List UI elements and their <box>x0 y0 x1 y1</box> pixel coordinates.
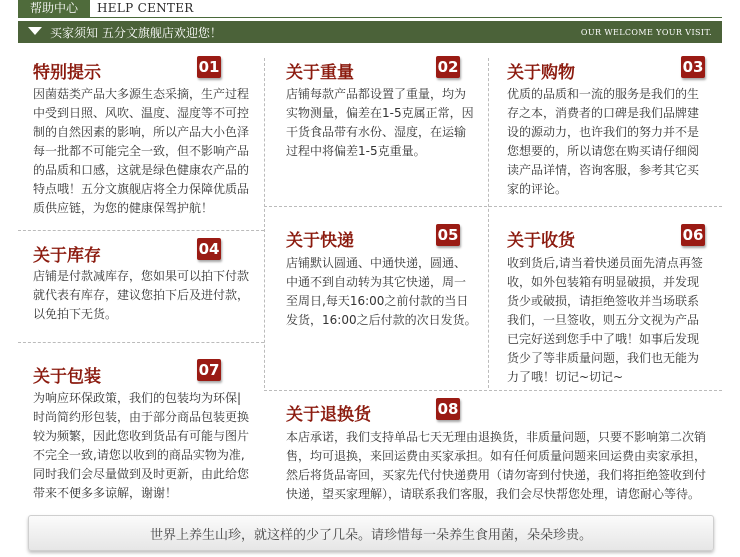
body-line: 优质的品质和一流的服务是我们的生 <box>507 87 700 101</box>
column-divider-1 <box>264 58 265 388</box>
body-line: 为响应环保政策，我们的包装均为环保| <box>33 391 242 405</box>
section-title: 关于快递 <box>286 231 354 251</box>
section-title: 关于包装 <box>33 367 101 387</box>
section-body <box>286 85 476 161</box>
section-number-badge: 08 <box>437 400 459 418</box>
section-body <box>286 254 481 330</box>
body-line: 时尚简约形包装，由于部分商品包装更换 <box>33 410 250 424</box>
body-line: 快递，望买家理解），请联系我们客服，我们会尽快帮您处理，请您耐心等待。 <box>286 487 701 501</box>
body-line: 制的自然因素的影响，所以产品大小色泽 <box>33 125 250 139</box>
column-divider-2 <box>488 58 489 388</box>
body-line: 质供应链，为您的健康保驾护航！ <box>33 201 214 215</box>
section-body <box>33 389 255 503</box>
body-line: 特点哦！五分文旗舰店将全力保障优质品 <box>33 182 250 196</box>
section-number-badge: 03 <box>682 58 704 76</box>
section-shopping <box>507 56 712 201</box>
body-line: 力了哦！切记~切记~ <box>507 370 624 384</box>
body-line: 您想要的，所以请您在购买请仔细阅 <box>507 144 700 158</box>
help-center-en-label: HELP CENTER <box>97 1 194 15</box>
body-line: 每一批都不可能完全一致，但不影响产品 <box>33 144 250 158</box>
body-line: 过程中将偏差1-5克重量。 <box>286 144 426 158</box>
body-line: 店铺每款产品都设置了重量，均为 <box>286 87 467 101</box>
footer-banner <box>28 515 714 551</box>
body-line: 干货食品带有水份、湿度，在运输 <box>286 125 467 139</box>
body-line: 货少或破损，请拒绝签收并当场联系 <box>507 294 700 308</box>
body-line: 的品质和口感，这就是绿色健康农产品的 <box>33 163 250 177</box>
body-line: 货少了等非质量问题，我们也无能为 <box>507 351 700 365</box>
body-line: 家的评论。 <box>507 182 568 196</box>
section-title: 关于收货 <box>507 231 575 251</box>
body-line: 已完好送到您手中了哦！如事后发现 <box>507 332 700 346</box>
section-weight <box>286 56 476 196</box>
body-line: 同时我们会尽量做到及时更新，由此给您 <box>33 467 250 481</box>
section-packaging <box>33 359 255 509</box>
section-returns <box>286 398 716 508</box>
body-line: 本店承诺，我们支持单品七天无理由退换货，非质量问题，只要不影响第二次销 <box>286 430 707 444</box>
body-line: 我们，一旦签收，则五分文视为产品 <box>507 313 700 327</box>
section-title: 关于退换货 <box>286 405 371 425</box>
section-title: 特别提示 <box>33 63 101 83</box>
row-divider-a <box>18 230 264 231</box>
body-line: 设的源动力，也许我们的努力并不是 <box>507 125 700 139</box>
body-line: 不完全一致,请您以收到的商品实物为准, <box>33 448 245 462</box>
row-divider-c <box>18 342 264 343</box>
section-number-badge: 01 <box>198 58 220 76</box>
section-title: 关于重量 <box>286 63 354 83</box>
section-body <box>507 85 712 199</box>
triangle-down-icon <box>28 27 42 35</box>
body-line: 读产品详情，咨询客服，参考其它买 <box>507 163 700 177</box>
help-center-header <box>18 0 722 18</box>
section-special-notice <box>33 56 253 226</box>
welcome-text: OUR WELCOME YOUR VISIT. <box>580 28 712 37</box>
footer-text: 世界上养生山珍，就这样的少了几朵。请珍惜每一朵养生食用菌，朵朵珍贵。 <box>149 528 592 543</box>
body-line: 存之本，消费者的口碑是我们品牌建 <box>507 106 700 120</box>
body-line: 至周日,每天16:00之前付款的当日 <box>286 294 469 308</box>
notice-text: 买家须知 五分文旗舰店欢迎您！ <box>50 26 222 40</box>
section-title: 关于库存 <box>33 246 101 266</box>
body-line: 因菌菇类产品大多源生态采摘，生产过程 <box>33 87 250 101</box>
notice-bar <box>18 21 722 43</box>
section-number-badge: 05 <box>437 226 459 244</box>
section-express <box>286 224 481 344</box>
section-body <box>33 85 253 218</box>
body-line: 较为频繁，因此您收到货品有可能与图片 <box>33 429 250 443</box>
body-line: 收到货后,请当着快递员面先清点再签 <box>507 256 703 270</box>
body-line: 店铺是付款减库存，您如果可以拍下付款 <box>33 269 250 283</box>
section-inventory <box>33 238 253 338</box>
section-body <box>33 267 253 324</box>
section-title: 关于购物 <box>507 63 575 83</box>
body-line: 售，均可退换，来回运费由买家承担。如有任何质量问题来回运费由卖家承担， <box>286 449 707 463</box>
body-line: 然后将货品寄回，买家先代付快递费用（请勿寄到付快递，我们将拒绝签收到付 <box>286 468 707 482</box>
section-body <box>507 254 712 387</box>
body-line: 中受到日照、风吹、温度、湿度等不可控 <box>33 106 250 120</box>
body-line: 就代表有库存，建议您拍下后及进付款， <box>33 288 250 302</box>
section-number-badge: 04 <box>198 240 220 258</box>
section-receiving <box>507 224 712 389</box>
body-line: 中通不到自动转为其它快递，周一 <box>286 275 467 289</box>
body-line: 店铺默认圆通、中通快递，圆通、 <box>286 256 467 270</box>
section-body <box>286 428 716 504</box>
section-number-badge: 06 <box>682 226 704 244</box>
body-line: 实物测量，偏差在1-5克属正常，因 <box>286 106 474 120</box>
help-center-tab[interactable]: 帮助中心 <box>18 0 90 17</box>
section-number-badge: 07 <box>198 361 220 379</box>
body-line: 收，如外包装箱有明显破损，并发现 <box>507 275 700 289</box>
body-line: 带来不便多多谅解，谢谢！ <box>33 486 178 500</box>
body-line: 以免拍下无货。 <box>33 307 118 321</box>
body-line: 发货，16:00之后付款的次日发货。 <box>286 313 477 327</box>
row-divider-b <box>264 206 722 207</box>
row-divider-d <box>264 390 722 391</box>
section-number-badge: 02 <box>437 58 459 76</box>
